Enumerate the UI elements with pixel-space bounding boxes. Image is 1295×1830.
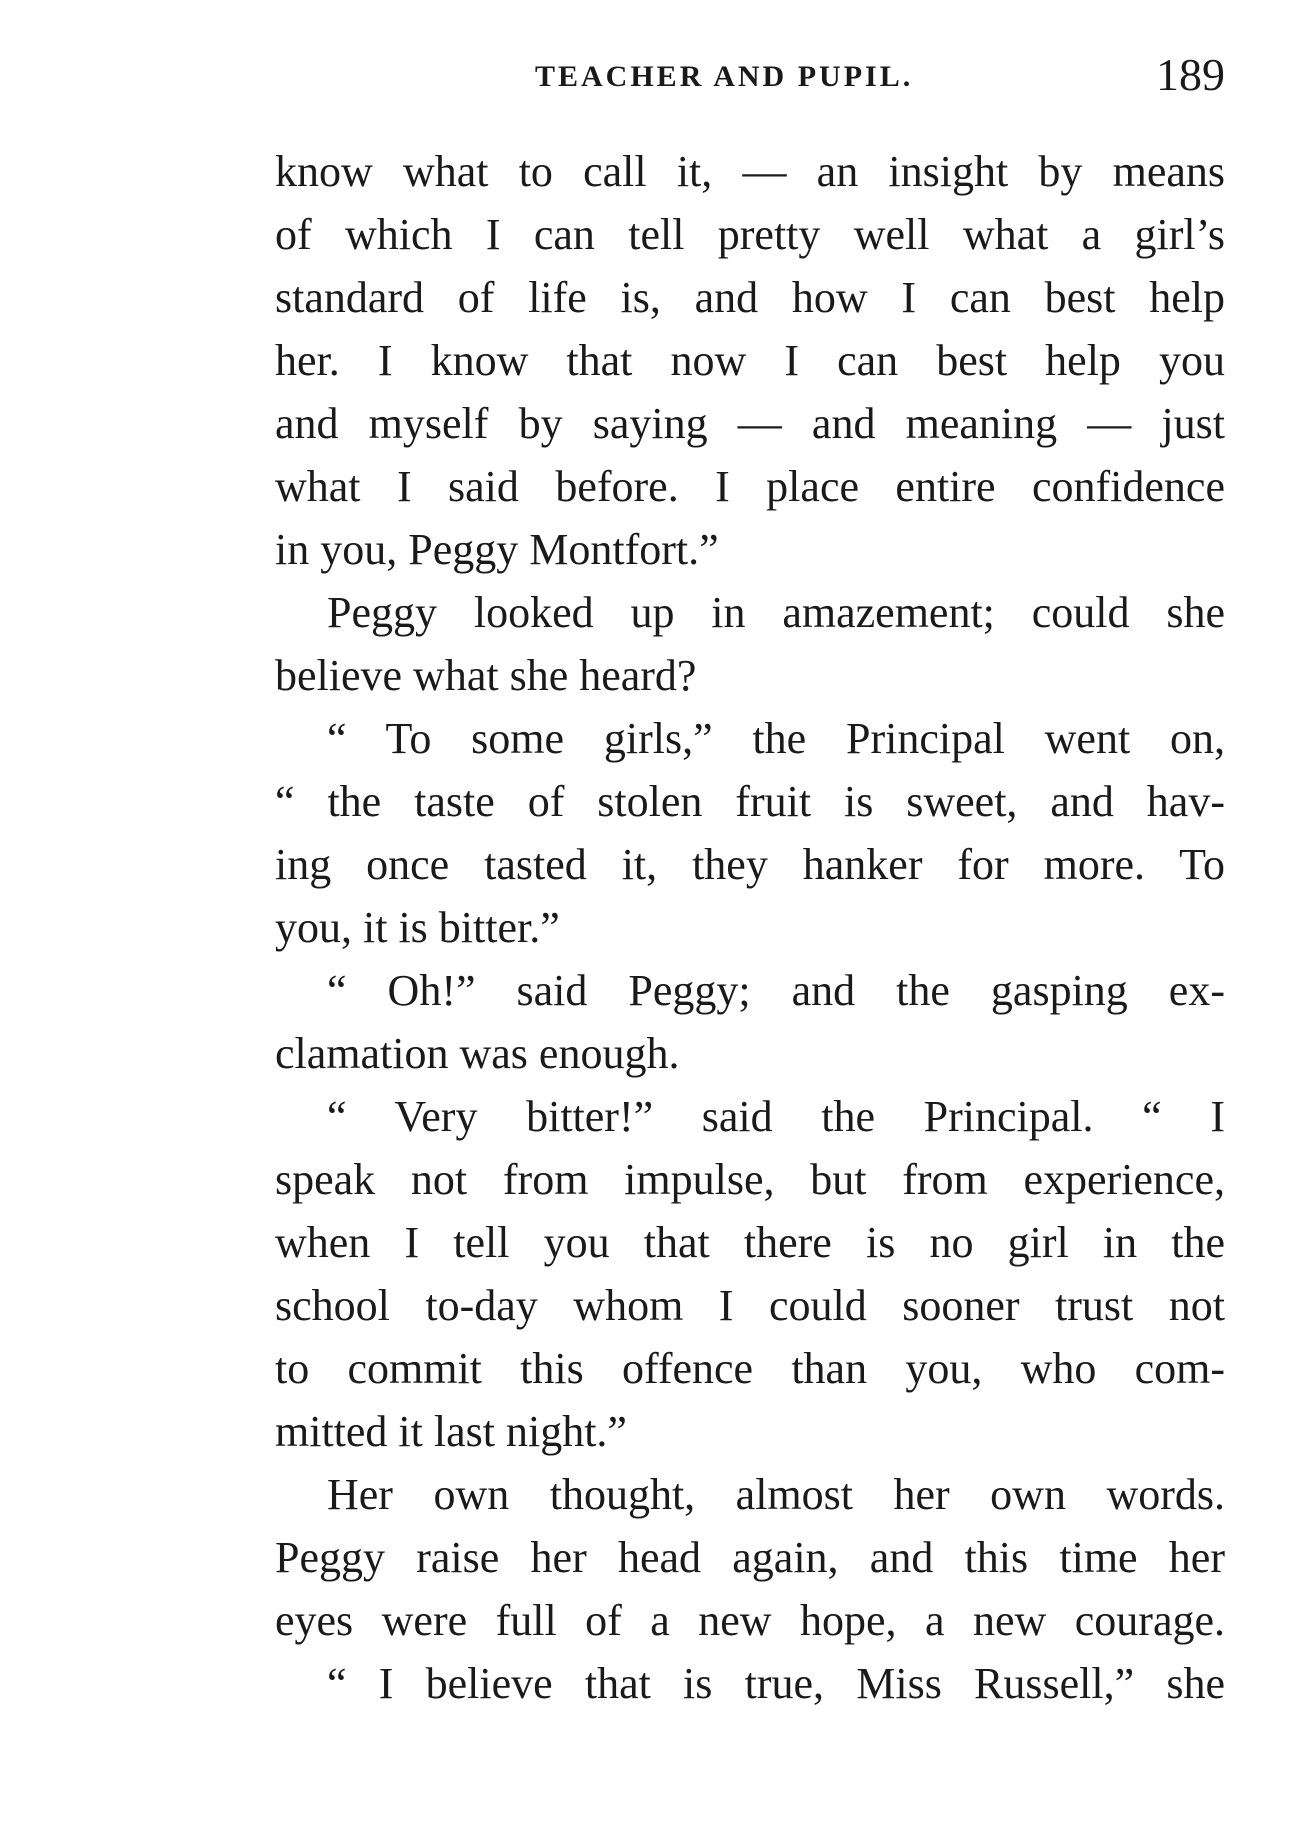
text-line: school to-day whom I could sooner trust not [275,1281,1225,1330]
body-text [275,140,1225,1715]
text-line: you, it is bitter.” [275,903,560,952]
text-line: ing once tasted it, they hanker for more. To [275,840,1225,889]
text-line: “ To some girls,” the Principal went on, [327,714,1225,763]
text-line: “ I believe that is true, Miss Russell,” she [327,1659,1225,1708]
text-line: speak not from impulse, but from experience, [275,1155,1225,1204]
text-line: of which I can tell pretty well what a girl’s [275,210,1225,259]
text-line: and myself by saying — and meaning — just [275,399,1225,448]
text-line: Her own thought, almost her own words. [327,1470,1225,1519]
running-head: TEACHER AND PUPIL. [535,60,914,93]
text-line: when I tell you that there is no girl in the [275,1218,1225,1267]
text-line: “ Oh!” said Peggy; and the gasping ex- [327,966,1225,1015]
text-line: clamation was enough. [275,1029,680,1078]
text-line: believe what she heard? [275,651,697,700]
text-line: “ Very bitter!” said the Principal. “ I [327,1092,1225,1141]
text-line: in you, Peggy Montfort.” [275,525,719,574]
text-line: eyes were full of a new hope, a new courage. [275,1596,1225,1645]
text-line: Peggy raise her head again, and this time her [275,1533,1225,1582]
text-line: Peggy looked up in amazement; could she [327,588,1225,637]
page-number: 189 [1156,49,1225,100]
text-line: to commit this offence than you, who com- [275,1344,1225,1393]
text-line: what I said before. I place entire confidence [275,462,1225,511]
text-line: mitted it last night.” [275,1407,627,1456]
text-line: her. I know that now I can best help you [275,336,1225,385]
text-line: know what to call it, — an insight by means [275,147,1225,196]
text-line: “ the taste of stolen fruit is sweet, and hav- [275,777,1225,826]
text-line: standard of life is, and how I can best help [275,273,1225,322]
page-header [275,48,1225,118]
